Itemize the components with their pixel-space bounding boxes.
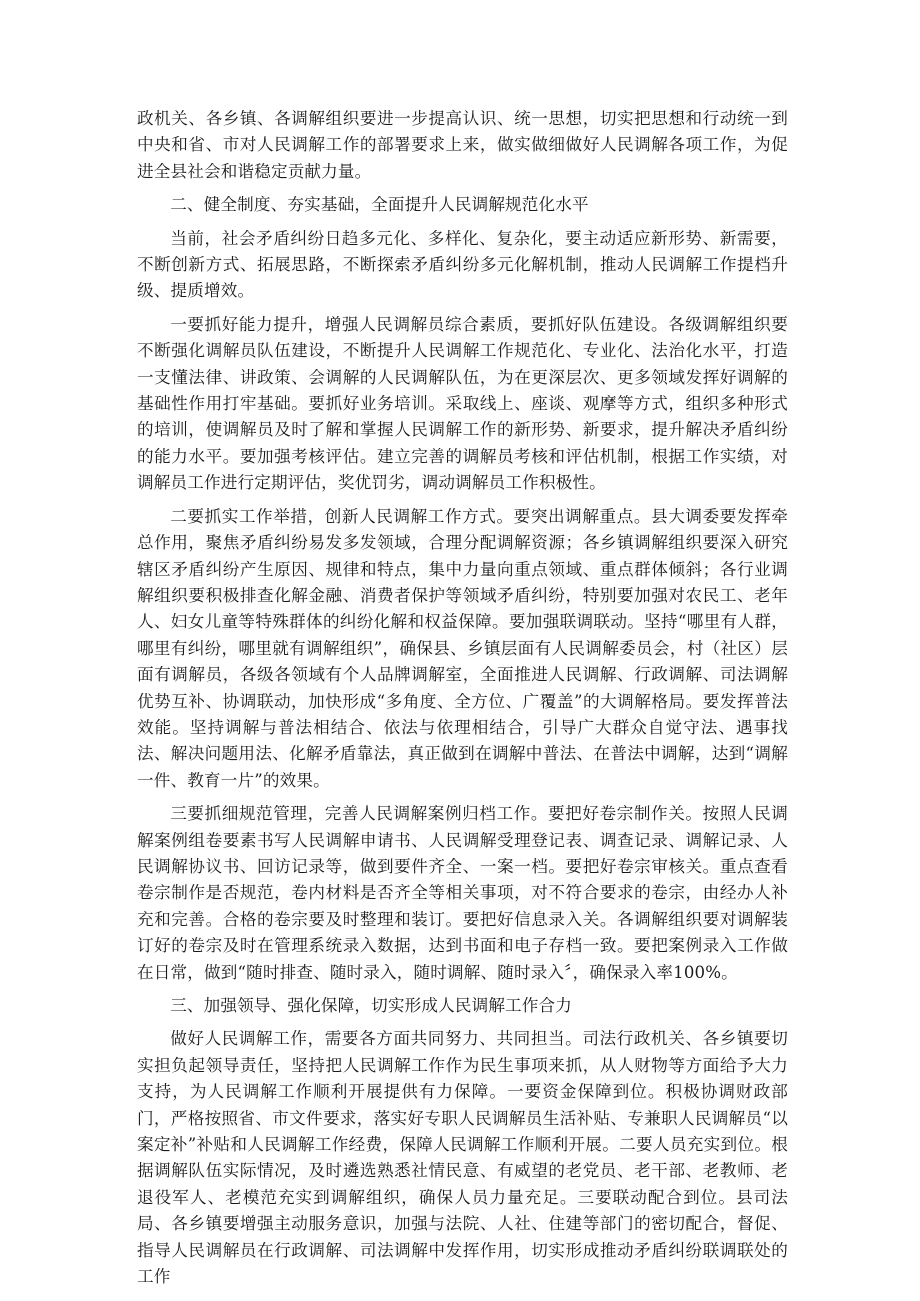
paragraph-measures: 二要抓实工作举措，创新人民调解工作方式。要突出调解重点。县大调委要发挥牵总作用，聚焦矛盾纠纷易发多发领域，合理分配调解资源；各乡镇调解组织要深入研究辖区矛盾纠纷产生原因、规律和特点，集中力量向重点领域、重点群体倾斜；各行业调解组织要积极排查化解金融、消费者保护等领域矛盾纠纷，特别要加强对农民工、老年人、妇女儿童等特殊群体的纠纷化解和权益保障。要加强联调联动。坚持“哪里有人群，哪里有纠纷，哪里就有调解组织”，确保县、乡镇层面有人民调解委员会，村（社区）层面有调解员，各级各领域有个人品牌调解室，全面推进人民调解、行政调解、司法调解优势互补、协调联动，加快形成“多角度、全方位、广覆盖”的大调解格局。要发挥普法效能。坚持调解与普法相结合、依法与依理相结合，引导广大群众自觉守法、遇事找法、解决问题用法、化解矛盾靠法，真正做到在调解中普法、在普法中调解，达到“调解一件、教育一片”的效果。 — [137, 506, 788, 790]
paragraph-intro: 政机关、各乡镇、各调解组织要进一步提高认识、统一思想，切实把思想和行动统一到中央和省、市对人民调解工作的部署要求上来，做实做细做好人民调解各项工作，为促进全县社会和谐稳定贡献力量。 — [137, 109, 788, 181]
section-heading-3: 三、加强领导、强化保障，切实形成人民调解工作合力 — [170, 996, 573, 1015]
section-heading-2: 二、健全制度、夯实基础，全面提升人民调解规范化水平 — [170, 195, 589, 215]
document-page — [137, 106, 788, 1297]
paragraph-leadership: 做好人民调解工作，需要各方面共同努力、共同担当。司法行政机关、各乡镇要切实担负起领导责任，坚持把人民调解工作作为民生事项来抓，从人财物等方面给予大力支持，为人民调解工作顺利开展提供有力保障。一要资金保障到位。积极协调财政部门，严格按照省、市文件要求，落实好专职人民调解员生活补贴、专兼职人民调解员“以案定补”补贴和人民调解工作经费，保障人民调解工作顺利开展。二要人员充实到位。根据调解队伍实际情况，及时遴选熟悉社情民意、有威望的老党员、老干部、老教师、老退役军人、老模范充实到调解组织，确保人员力量充足。三要联动配合到位。县司法局、各乡镇要增强主动服务意识，加强与法院、人社、住建等部门的密切配合，督促、指导人民调解员在行政调解、司法调解中发挥作用，切实形成推动矛盾纠纷联调联处的工作 — [137, 1029, 788, 1287]
paragraph-management: 三要抓细规范管理，完善人民调解案例归档工作。要把好卷宗制作关。按照人民调解案例组卷要素书写人民调解申请书、人民调解受理登记表、调查记录、调解记录、人民调解协议书、回访记录等，做到要件齐全、一案一档。要把好卷宗审核关。重点查看卷宗制作是否规范，卷内材料是否齐全等相关事项，对不符合要求的卷宗，由经办人补充和完善。合格的卷宗要及时整理和装订。要把好信息录入关。各调解组织要对调解装订好的卷宗及时在管理系统录入数据，达到书面和电子存档一致。要把案例录入工作做在日常，做到“随时排查、随时录入，随时调解、随时录入〞，确保录入率100%。 — [137, 804, 788, 982]
paragraph-capacity: 一要抓好能力提升，增强人民调解员综合素质，要抓好队伍建设。各级调解组织要不断强化调解员队伍建设，不断提升人民调解工作规范化、专业化、法治化水平，打造一支懂法律、讲政策、会调解的人民调解队伍，为在更深层次、更多领域发挥好调解的基础性作用打牢基础。要抓好业务培训。采取线上、座谈、观摩等方式，组织多种形式的培训，使调解员及时了解和掌握人民调解工作的新形势、新要求，提升解决矛盾纠纷的能力水平。要加强考核评估。建立完善的调解员考核和评估机制，根据工作实绩，对调解员工作进行定期评估，奖优罚劣，调动调解员工作积极性。 — [137, 314, 788, 493]
paragraph-current-situation: 当前，社会矛盾纠纷日趋多元化、多样化、复杂化，要主动适应新形势、新需要，不断创新方式、拓展思路，不断探索矛盾纠纷多元化解机制，推动人民调解工作提档升级、提质增效。 — [137, 228, 788, 301]
